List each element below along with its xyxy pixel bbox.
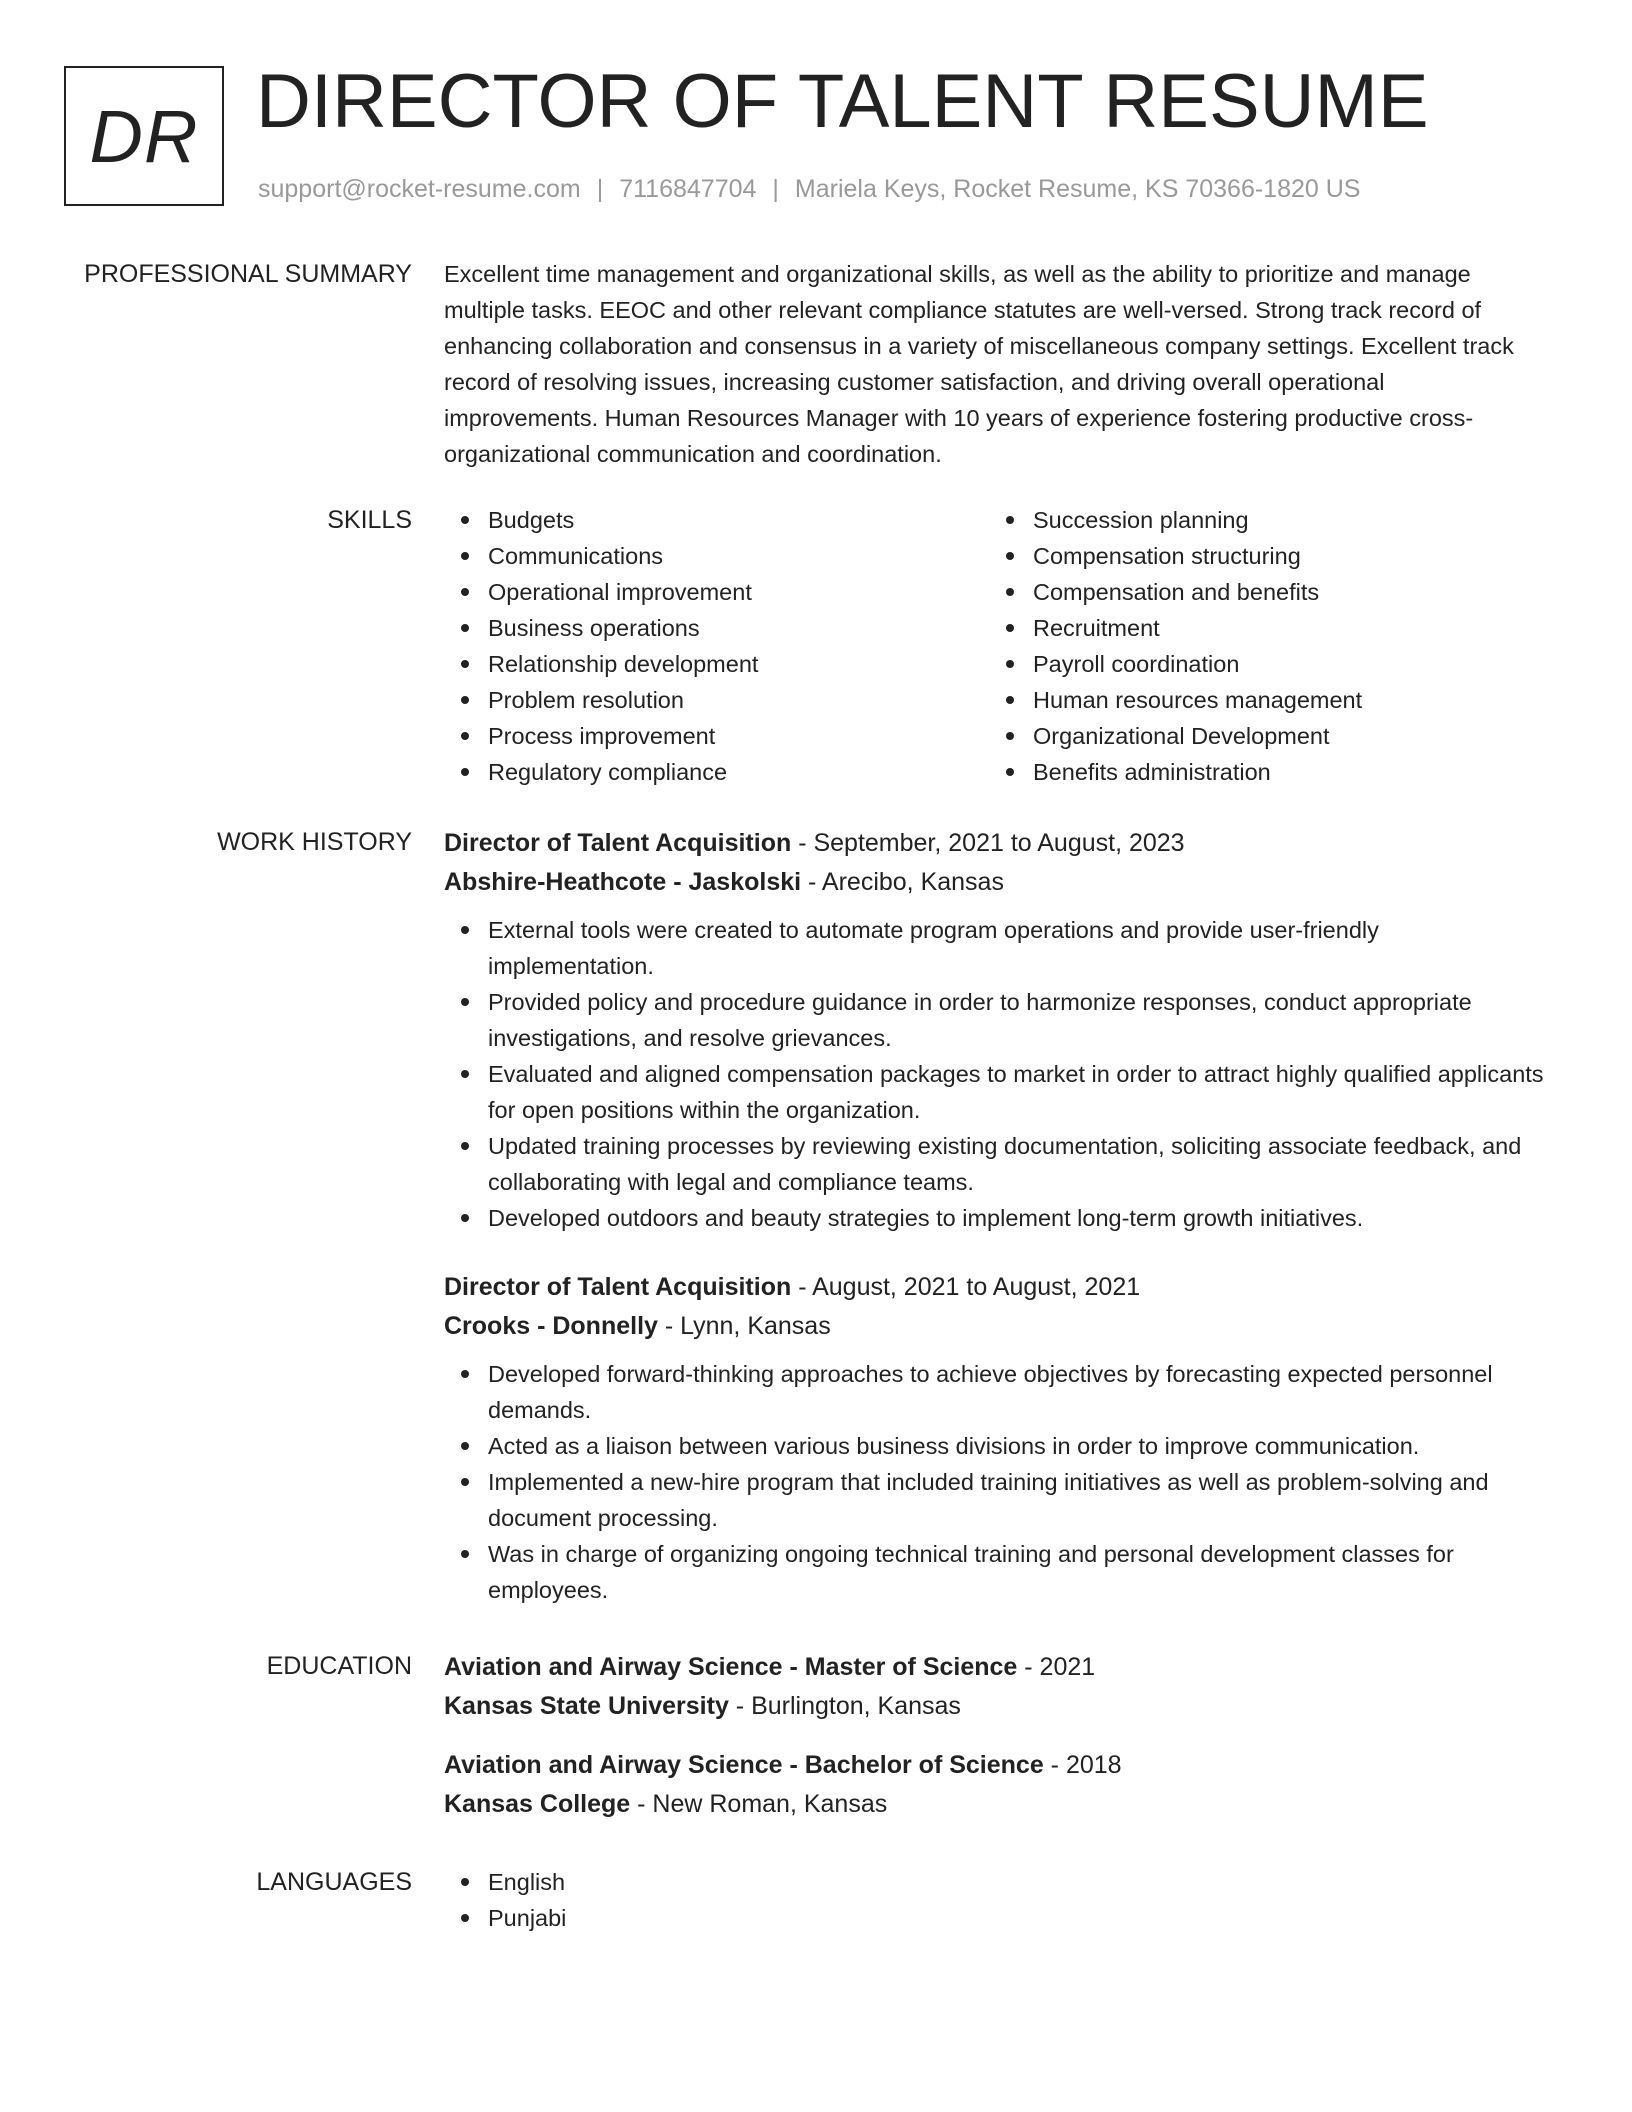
language-item: Punjabi [488,1900,1544,1936]
language-item: English [488,1864,1544,1900]
skills-list [444,502,1544,790]
job-bullet: Developed forward-thinking approaches to achieve objectives by forecasting expected personnel demands. [488,1356,1544,1428]
summary-body [444,256,1544,472]
languages-section [0,1864,1632,1954]
work-history-body [444,824,1544,1608]
job-bullet: Acted as a liaison between various business divisions in order to improve communication. [488,1428,1544,1464]
school-location: - Burlington, Kansas [728,1692,961,1720]
languages-body [444,1864,1544,1936]
skill-item: Compensation and benefits [1033,574,1534,610]
job-bullets [444,912,1544,1236]
skill-item: Process improvement [488,718,989,754]
skill-item: Problem resolution [488,682,989,718]
skill-item: Benefits administration [1033,754,1534,790]
job-company: Crooks - Donnelly [444,1312,658,1340]
education-section [0,1648,1632,1848]
degree-year: - 2021 [1017,1653,1096,1681]
job-title: Director of Talent Acquisition [444,1273,792,1301]
summary-text: Excellent time management and organizational skills, as well as the ability to prioritize and manage multiple tasks. EEOC and other relevant compliance statutes are well-versed. Strong track record of enhancing collaboration and consensus in a variety of miscellaneous company settings. Excellent track record of resolving issues, increasing customer satisfaction, and driving overall operational improvements. Human Resources Manager with 10 years of experience fostering productive cross-organizational communication and coordination. [444,261,1514,467]
section-label-skills: SKILLS [327,506,412,534]
degree-line [444,1648,1544,1686]
job-location: - Lynn, Kansas [657,1312,831,1340]
contact-phone: 7116847704 [619,175,757,203]
skill-item: Relationship development [488,646,989,682]
skill-item: Compensation structuring [1033,538,1534,574]
job-dates: - August, 2021 to August, 2021 [791,1273,1141,1301]
job-company-line [444,862,1544,902]
skill-item: Business operations [488,610,989,646]
job-bullet: Was in charge of organizing ongoing technical training and personal development classes for employees. [488,1536,1544,1608]
job-title: Director of Talent Acquisition [444,829,792,857]
school-line [444,1686,1544,1726]
monogram-box [64,66,224,206]
school-name: Kansas State University [444,1692,729,1720]
contact-separator: | [596,175,604,203]
skill-item: Human resources management [1033,682,1534,718]
job-entry [444,824,1544,1236]
contact-line [258,174,1360,204]
education-entry [444,1746,1544,1824]
skill-item: Recruitment [1033,610,1534,646]
job-location: - Arecibo, Kansas [801,868,1004,896]
resume-title: DIRECTOR OF TALENT RESUME [256,59,1429,144]
job-bullet: Provided policy and procedure guidance in order to harmonize responses, conduct appropriate investigations, and resolve grievances. [488,984,1544,1056]
skills-column-left [444,502,989,790]
skill-item: Operational improvement [488,574,989,610]
job-dates: - September, 2021 to August, 2023 [791,829,1185,857]
job-bullet: Updated training processes by reviewing existing documentation, soliciting associate feedback, and collaborating with legal and compliance teams. [488,1128,1544,1200]
contact-address: Mariela Keys, Rocket Resume, KS 70366-1820 US [794,175,1361,203]
contact-email: support@rocket-resume.com [258,175,581,203]
education-body [444,1648,1544,1834]
skills-section [0,502,1632,802]
job-company-line [444,1306,1544,1346]
languages-list [444,1864,1544,1936]
job-bullets [444,1356,1544,1608]
school-location: - New Roman, Kansas [630,1790,888,1818]
school-line [444,1784,1544,1824]
education-entry [444,1648,1544,1726]
job-title-line [444,1268,1544,1306]
job-title-line [444,824,1544,862]
job-bullet: Developed outdoors and beauty strategies to implement long-term growth initiatives. [488,1200,1544,1236]
skill-item: Communications [488,538,989,574]
summary-section [0,256,1632,476]
degree-line [444,1746,1544,1784]
degree-name: Aviation and Airway Science - Bachelor of Science [444,1751,1044,1779]
skill-item: Payroll coordination [1033,646,1534,682]
skill-item: Organizational Development [1033,718,1534,754]
degree-year: - 2018 [1043,1751,1122,1779]
job-bullet: Implemented a new-hire program that included training initiatives as well as problem-solving and document processing. [488,1464,1544,1536]
skill-item: Regulatory compliance [488,754,989,790]
section-label-summary: PROFESSIONAL SUMMARY [84,260,412,288]
monogram-initials: DR [89,94,199,178]
job-bullet: External tools were created to automate program operations and provide user-friendly implementation. [488,912,1544,984]
work-history-section [0,824,1632,1624]
job-bullet: Evaluated and aligned compensation packages to market in order to attract highly qualified applicants for open positions within the organization. [488,1056,1544,1128]
section-label-languages: LANGUAGES [256,1868,412,1896]
degree-name: Aviation and Airway Science - Master of Science [444,1653,1018,1681]
skill-item: Succession planning [1033,502,1534,538]
skills-column-right [989,502,1534,790]
skill-item: Budgets [488,502,989,538]
section-label-education: EDUCATION [266,1652,412,1680]
job-entry [444,1268,1544,1608]
school-name: Kansas College [444,1790,631,1818]
job-company: Abshire-Heathcote - Jaskolski [444,868,802,896]
section-label-work: WORK HISTORY [217,828,412,856]
contact-separator: | [772,175,779,203]
